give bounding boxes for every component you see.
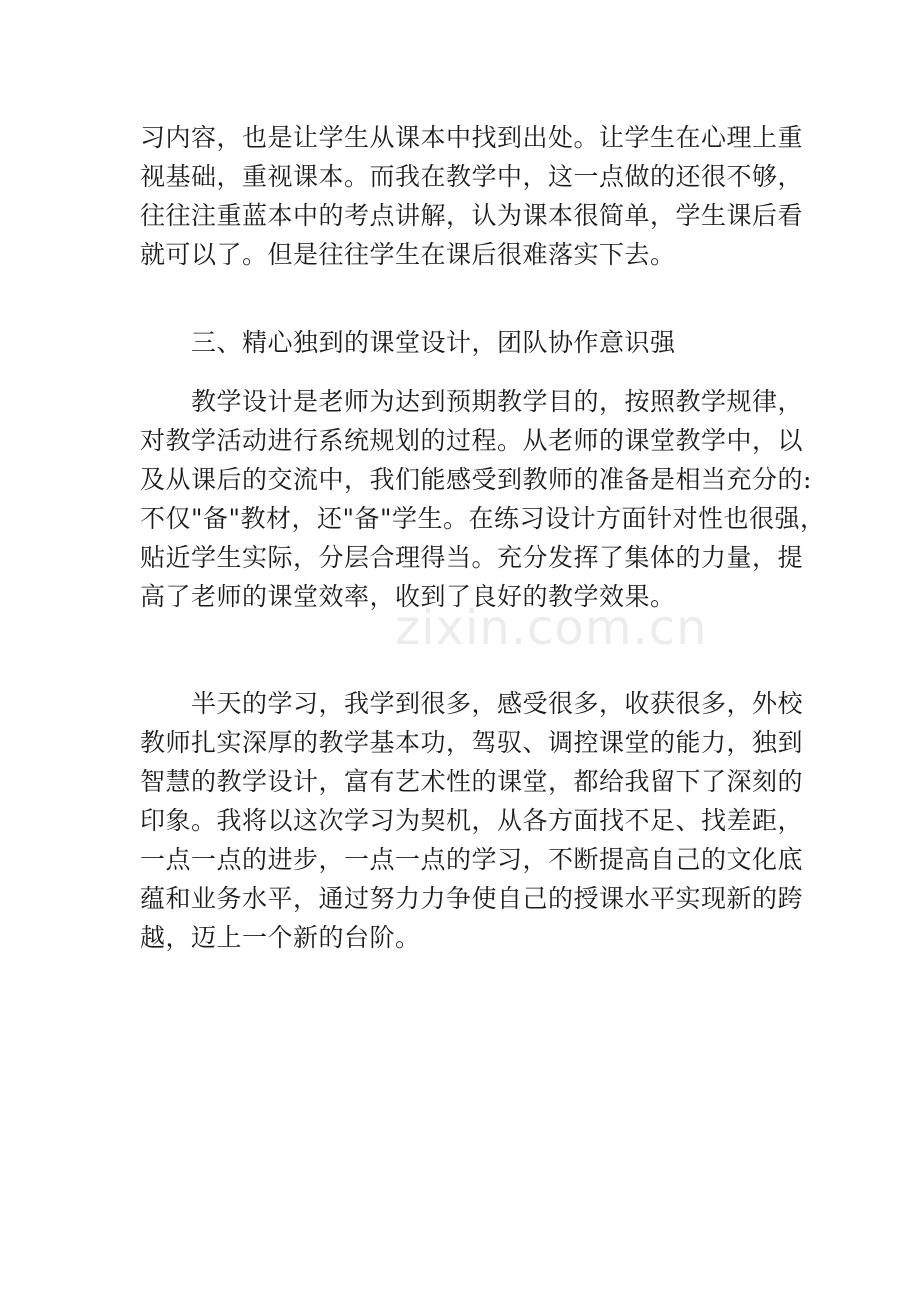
text-line: 教师扎实深厚的教学基本功，驾驭、调控课堂的能力，独到 xyxy=(140,728,804,757)
section-heading xyxy=(140,323,790,362)
heading-three: 三、精心独到的课堂设计，团队协作意识强 xyxy=(191,328,676,357)
watermark: zixin.com.cn xyxy=(395,600,708,656)
text-line: 教学设计是老师为达到预期教学目的，按照教学规律， xyxy=(191,387,804,416)
text-line: 智慧的教学设计，富有艺术性的课堂，都给我留下了深刻的 xyxy=(140,767,804,796)
text-line: 贴近学生实际，分层合理得当。充分发挥了集体的力量，提 xyxy=(140,543,804,572)
text-line: 习内容，也是让学生从课本中找到出处。让学生在心理上重 xyxy=(140,123,804,152)
text-line: 印象。我将以这次学习为契机，从各方面找不足、找差距， xyxy=(140,806,804,835)
text-line: 一点一点的进步，一点一点的学习，不断提高自己的文化底 xyxy=(140,845,804,874)
text-line: 越，迈上一个新的台阶。 xyxy=(140,923,421,952)
text-line: 就可以了。但是往往学生在课后很难落实下去。 xyxy=(140,240,676,269)
text-line: 对教学活动进行系统规划的过程。从老师的课堂教学中，以 xyxy=(140,426,804,455)
paragraph-teaching-design xyxy=(140,382,826,616)
text-line: 蕴和业务水平，通过努力力争使自己的授课水平实现新的跨 xyxy=(140,884,804,913)
paragraph-continued xyxy=(140,118,804,274)
text-line: 高了老师的课堂效率，收到了良好的教学效果。 xyxy=(140,582,676,611)
text-line: 及从课后的交流中，我们能感受到教师的准备是相当充分的: xyxy=(140,465,812,494)
text-line: 不仅"备"教材，还"备"学生。在练习设计方面针对性也很强， xyxy=(140,504,826,533)
text-line: 半天的学习，我学到很多，感受很多，收获很多，外校 xyxy=(191,689,804,718)
text-line: 往往注重蓝本中的考点讲解，认为课本很简单，学生课后看 xyxy=(140,201,804,230)
paragraph-summary xyxy=(140,684,804,957)
text-line: 视基础，重视课本。而我在教学中，这一点做的还很不够， xyxy=(140,162,804,191)
